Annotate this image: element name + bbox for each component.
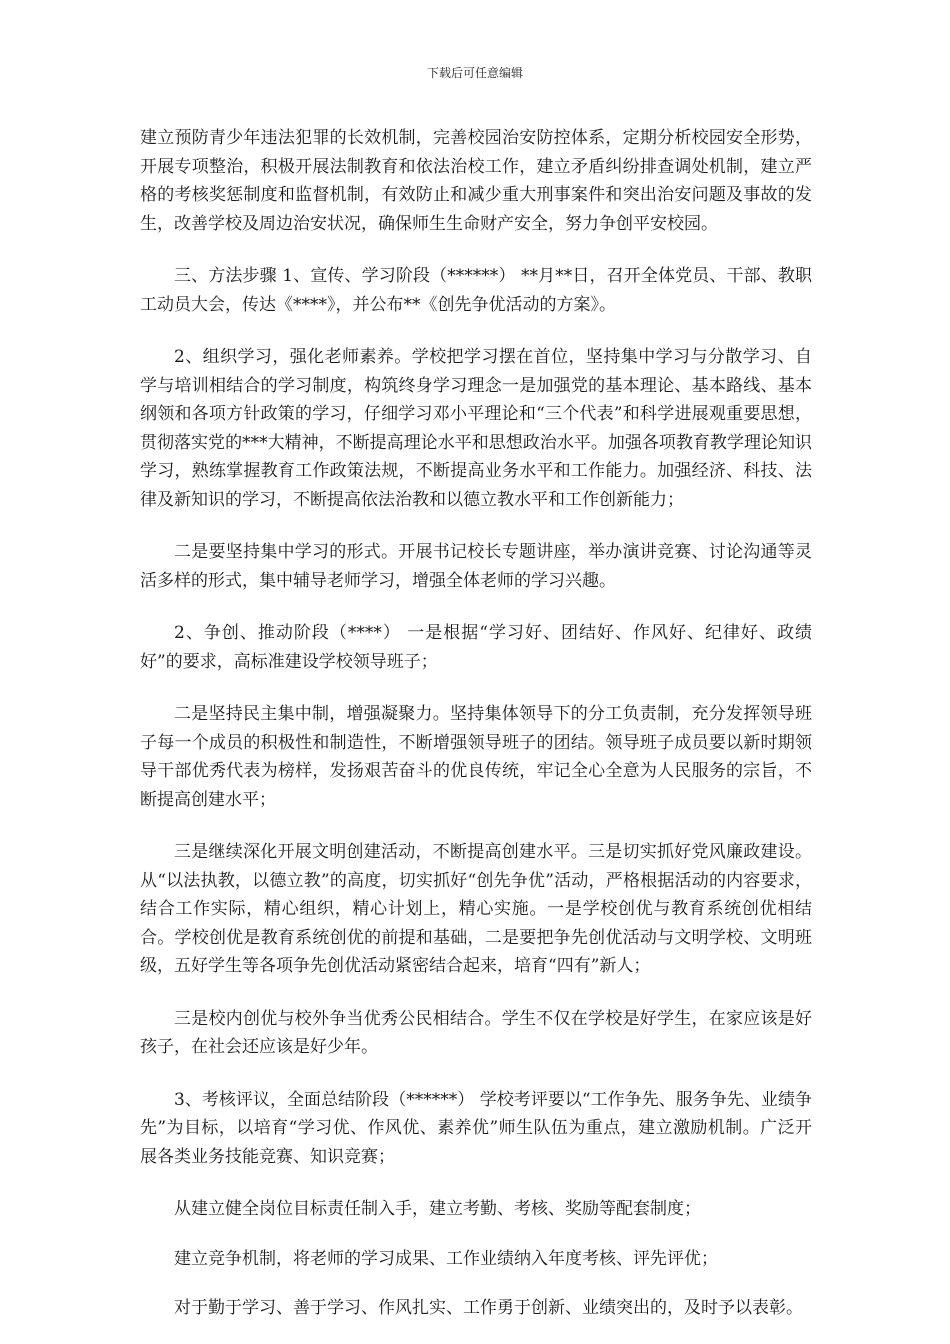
paragraph-responsibility-system: 从建立健全岗位目标责任制入手，建立考勤、考核、奖励等配套制度； <box>174 1199 701 1219</box>
document-body <box>140 124 812 1344</box>
paragraph-democratic-centralism: 二是坚持民主集中制，增强凝聚力。坚持集体领导下的分工负责制，充分发挥领导班子每一个成员的积极性和制造性，不断增强领导班子的团结。领导班子成员要以新时期领导干部优秀代表为榜样，发扬艰苦奋斗的优良传统，牢记全心全意为人民服务的宗旨，不断提高创建水平； <box>140 704 812 810</box>
paragraph-commendation: 对于勤于学习、善于学习、作风扎实、工作勇于创新、业绩突出的，及时予以表彰。 <box>174 1298 803 1318</box>
paragraph-safety-mechanism: 建立预防青少年违法犯罪的长效机制，完善校园治安防控体系，定期分析校园安全形势，开展专项整治，积极开展法制教育和依法治校工作，建立矛盾纠纷排查调处机制，建立严格的考核奖惩制度和监督机制，有效防止和减少重大刑事案件和突出治安问题及事故的发生，改善学校及周边治安状况，确保师生生命财产安全，努力争创平安校园。 <box>140 128 812 234</box>
paragraph-promotion-stage: 2、争创、推动阶段（****） 一是根据“学习好、团结好、作风好、纪律好、政绩好”的要求，高标准建设学校领导班子； <box>140 623 812 672</box>
paragraph-competition-mechanism: 建立竞争机制，将老师的学习成果、工作业绩纳入年度考核、评先评优； <box>174 1248 718 1269</box>
paragraph-method-steps: 三、方法步骤 1、宣传、学习阶段（******） **月**日，召开全体党员、干部、教职工动员大会，传达《****》，并公布**《创先争优活动的方案》。 <box>140 266 812 315</box>
paragraph-good-citizens: 三是校内创优与校外争当优秀公民相结合。学生不仅在学校是好学生，在家应该是好孩子，在社会还应该是好少年。 <box>140 1008 812 1057</box>
paragraph-evaluation-stage: 3、考核评议，全面总结阶段（******） 学校考评要以“工作争先、服务争先、业绩争先”为目标，以培育“学习优、作风优、素养优”师生队伍为重点，建立激励机制。广泛开展各类业务技能竞赛、知识竞赛； <box>140 1089 812 1167</box>
paragraph-civilization-creation: 三是继续深化开展文明创建活动，不断提高创建水平。三是切实抓好党风廉政建设。从“以法执教，以德立教”的高度，切实抓好“创先争优”活动，严格根据活动的内容要求，结合工作实际，精心组织，精心计划上，精心实施。一是学校创优与教育系统创优相结合。学校创优是教育系统创优的前提和基础，二是要把争先创优活动与文明学校、文明班级，五好学生等各项争先创优活动紧密结合起来，培育“四有”新人； <box>140 842 812 976</box>
paragraph-centralized-study: 二是要坚持集中学习的形式。开展书记校长专题讲座，举办演讲竞赛、讨论沟通等灵活多样的形式，集中辅导老师学习，增强全体老师的学习兴趣。 <box>140 542 812 591</box>
paragraph-organize-study: 2、组织学习，强化老师素养。学校把学习摆在首位，坚持集中学习与分散学习、自学与培训相结合的学习制度，构筑终身学习理念一是加强党的基本理论、基本路线、基本纲领和各项方针政策的学习，仔细学习邓小平理论和“三个代表”和科学进展观重要思想，贯彻落实党的***大精神，不断提高理论水平和思想政治水平。加强各项教育教学理论知识学习，熟练掌握教育工作政策法规，不断提高业务水平和工作能力。加强经济、科技、法律及新知识的学习，不断提高依法治教和以德立教水平和工作创新能力； <box>140 347 812 510</box>
page-header-note: 下载后可任意编辑 <box>426 66 523 80</box>
